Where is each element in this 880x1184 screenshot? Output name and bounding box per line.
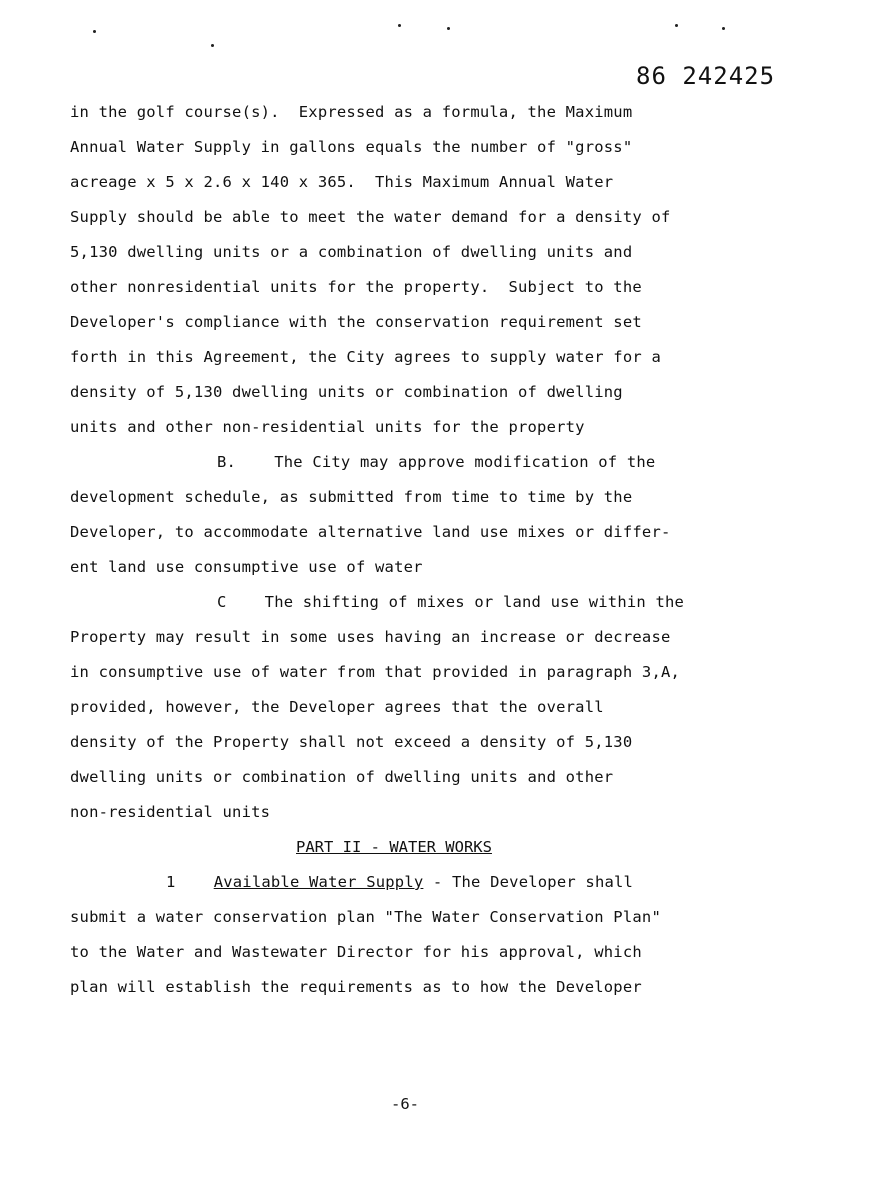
scan-speck — [447, 27, 450, 30]
text-line: plan will establish the requirements as to how the Developer — [70, 978, 642, 996]
text-line: density of 5,130 dwelling units or combination of dwelling — [70, 383, 623, 401]
text-line: Developer, to accommodate alternative land use mixes or differ- — [70, 523, 671, 541]
item-number: 1 — [166, 873, 176, 891]
paragraph-b-first-line: B. The City may approve modification of the — [217, 453, 656, 471]
text-line: Supply should be able to meet the water demand for a density of — [70, 208, 671, 226]
text-line: submit a water conservation plan "The Water Conservation Plan" — [70, 908, 661, 926]
text-line: units and other non-residential units for the property — [70, 418, 585, 436]
text-line: 5,130 dwelling units or a combination of dwelling units and — [70, 243, 633, 261]
text-line: to the Water and Wastewater Director for his approval, which — [70, 943, 642, 961]
page-number: -6- — [391, 1095, 419, 1113]
text-line: in consumptive use of water from that provided in paragraph 3,A, — [70, 663, 681, 681]
scan-speck — [398, 24, 401, 27]
item-title-rest: - The Developer shall — [423, 873, 634, 891]
scan-speck — [722, 27, 725, 30]
text-line: provided, however, the Developer agrees that the overall — [70, 698, 604, 716]
paragraph-c-first-line: C The shifting of mixes or land use within the — [217, 593, 685, 611]
section-heading: PART II - WATER WORKS — [296, 838, 492, 856]
text-line: non-residential units — [70, 803, 271, 821]
document-number: 86 242425 — [636, 62, 776, 90]
text-line: forth in this Agreement, the City agrees to supply water for a — [70, 348, 661, 366]
scan-speck — [211, 44, 214, 47]
text-line: Property may result in some uses having an increase or decrease — [70, 628, 671, 646]
text-line: other nonresidential units for the property. Subject to the — [70, 278, 642, 296]
text-line: Developer's compliance with the conservation requirement set — [70, 313, 642, 331]
text-line: Annual Water Supply in gallons equals the number of "gross" — [70, 138, 633, 156]
text-line: in the golf course(s). Expressed as a formula, the Maximum — [70, 103, 633, 121]
item-1-first-line — [166, 872, 633, 892]
text-line: dwelling units or combination of dwelling units and other — [70, 768, 614, 786]
text-line: density of the Property shall not exceed a density of 5,130 — [70, 733, 633, 751]
text-line: development schedule, as submitted from time to time by the — [70, 488, 633, 506]
scan-speck — [93, 30, 96, 33]
text-line: acreage x 5 x 2.6 x 140 x 365. This Maximum Annual Water — [70, 173, 614, 191]
text-line: ent land use consumptive use of water — [70, 558, 423, 576]
scan-speck — [675, 24, 678, 27]
item-title: Available Water Supply — [213, 873, 424, 891]
